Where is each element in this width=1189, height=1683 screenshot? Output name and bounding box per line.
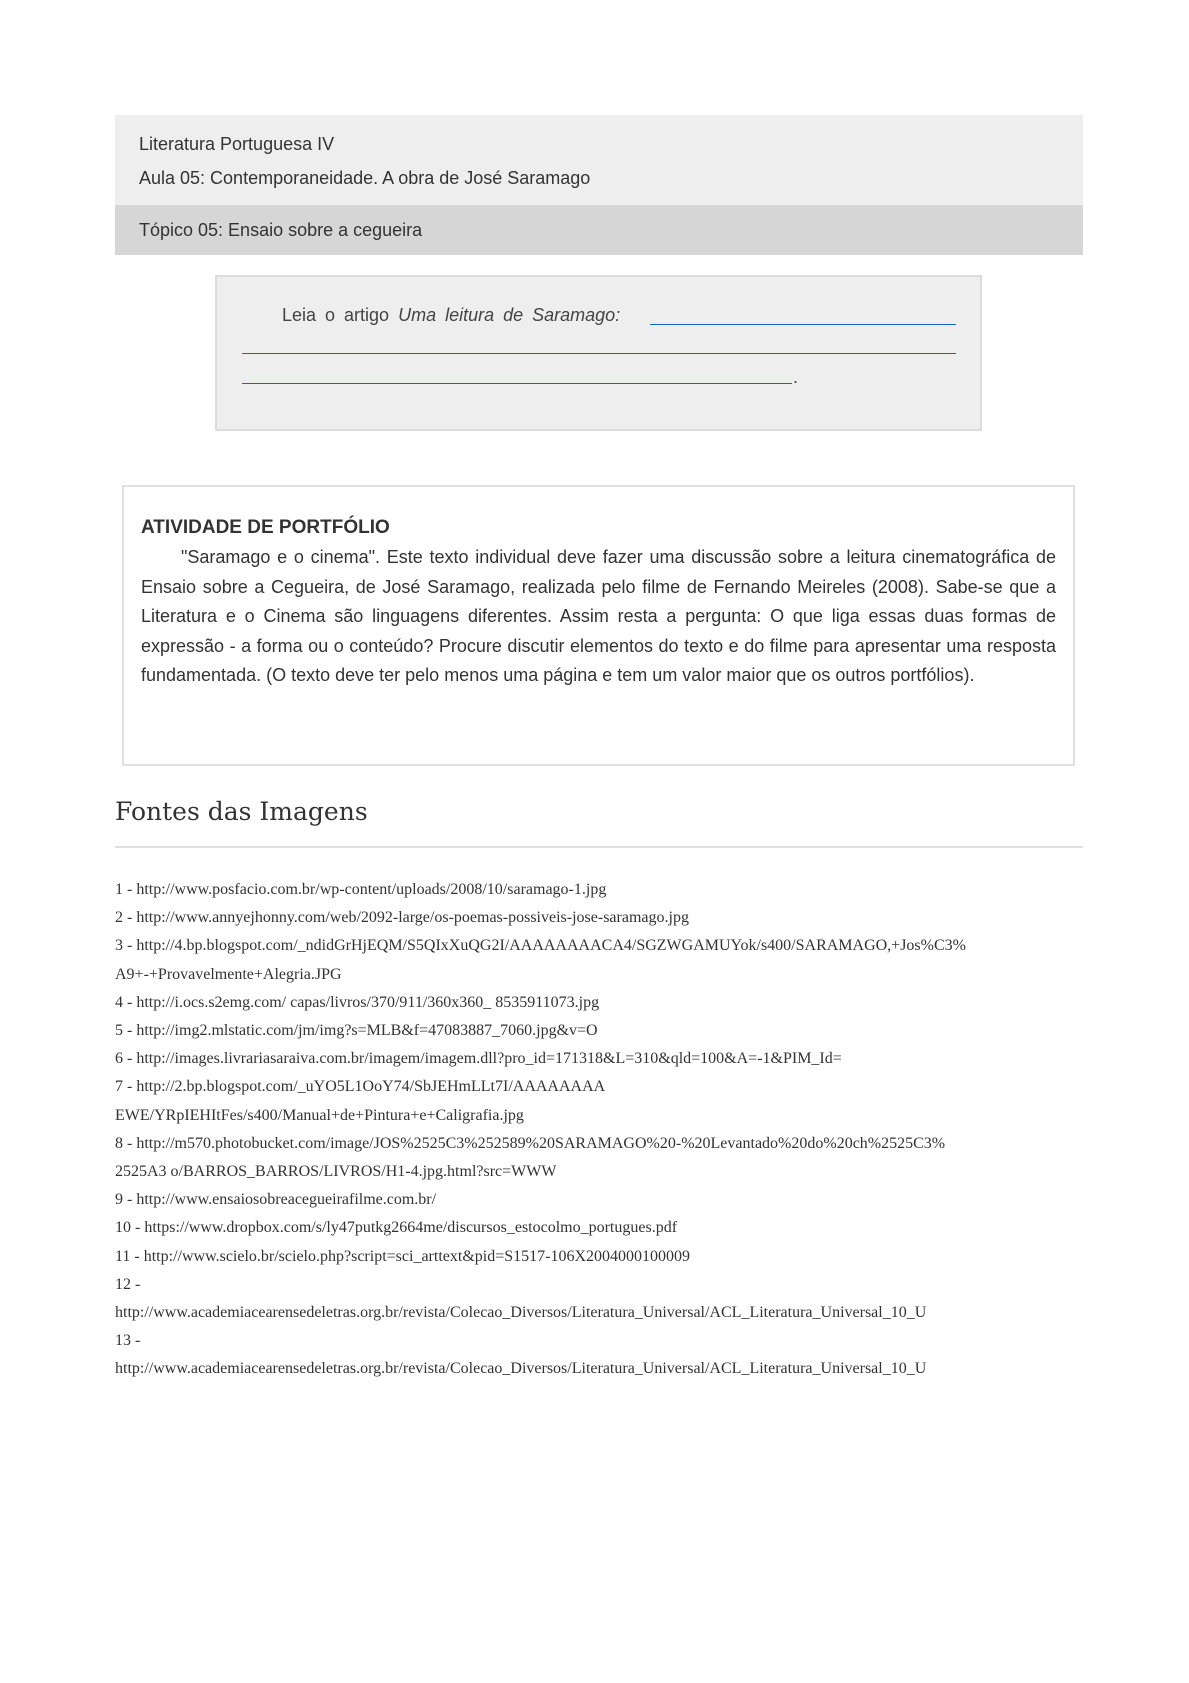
source-line: http://www.academiacearensedeletras.org.br/revista/Colecao_Diversos/Literatura_Universal/ACL_Literatura_Universal_10_U — [115, 1304, 927, 1322]
source-line: 7 - http://2.bp.blogspot.com/_uYO5L1OoY74/SbJEHmLLt7I/AAAAAAAA — [115, 1078, 606, 1096]
period: . — [793, 367, 799, 387]
source-line: A9+-+Provavelmente+Alegria.JPG — [115, 965, 342, 983]
source-line: 5 - http://img2.mlstatic.com/jm/img?s=MLB&f=47083887_7060.jpg&v=O — [115, 1022, 598, 1040]
source-line: 6 - http://images.livrariasaraiva.com.br/imagem/imagem.dll?pro_id=171318&L=310&qld=100&A=-1&PIM_Id= — [115, 1050, 842, 1068]
source-line: 12 - — [115, 1275, 141, 1293]
source-line: 11 - http://www.scielo.br/scielo.php?script=sci_arttext&pid=S1517-106X2004000100009 — [115, 1247, 691, 1265]
link-underline[interactable] — [650, 324, 956, 325]
source-line: 1 - http://www.posfacio.com.br/wp-content/uploads/2008/10/saramago-1.jpg — [115, 881, 607, 898]
course-title: Literatura Portuguesa IV — [139, 134, 335, 154]
article-title: Uma leitura de Saramago: — [398, 305, 621, 325]
portfolio-activity-box — [122, 485, 1075, 766]
lesson-title: Aula 05: Contemporaneidade. A obra de José Saramago — [139, 168, 591, 188]
sources-list — [115, 876, 1083, 1384]
sources-heading: Fontes das Imagens — [115, 797, 368, 826]
reading-box — [215, 275, 982, 431]
portfolio-body: "Saramago e o cinema". Este texto individual deve fazer uma discussão sobre a leitura cinematográfica de Ensaio sobre a Cegueira, de José Saramago, realizada pelo filme de Fernando Meireles (2008). Sabe-se que a Literatura e o Cinema são linguagens diferentes. Assim resta a pergunta: O que liga essas duas formas de expressão - a forma ou o conteúdo? Procure discutir elementos do texto e do filme para apresentar uma resposta fundamentada. (O texto deve ter pelo menos uma página e tem um valor maior que os outros portfólios). — [141, 547, 1056, 685]
source-line: 4 - http://i.ocs.s2emg.com/ capas/livros/370/911/360x360_ 8535911073.jpg — [115, 993, 600, 1011]
lesson-header — [115, 115, 1083, 255]
source-line: 10 - https://www.dropbox.com/s/ly47putkg2664me/discursos_estocolmo_portugues.pdf — [115, 1219, 678, 1237]
source-line: 2525A3 o/BARROS_BARROS/LIVROS/H1-4.jpg.html?src=WWW — [115, 1163, 557, 1181]
portfolio-title: ATIVIDADE DE PORTFÓLIO — [141, 517, 390, 538]
source-line: EWE/YRpIEHItFes/s400/Manual+de+Pintura+e+Caligrafia.jpg — [115, 1106, 524, 1124]
source-line: http://www.academiacearensedeletras.org.br/revista/Colecao_Diversos/Literatura_Universal/ACL_Literatura_Universal_10_U — [115, 1360, 927, 1378]
reading-prefix: Leia o artigo — [282, 305, 390, 325]
source-line: 13 - — [115, 1332, 141, 1350]
divider — [115, 846, 1083, 848]
source-line: 3 - http://4.bp.blogspot.com/_ndidGrHjEQM/S5QIxXuQG2I/AAAAAAAACA4/SGZWGAMUYok/s400/SARAMAGO,+Jos%C3% — [115, 937, 966, 955]
link-underline[interactable] — [242, 383, 792, 384]
topic-title: Tópico 05: Ensaio sobre a cegueira — [115, 205, 1083, 255]
source-line: 2 - http://www.annyejhonny.com/web/2092-large/os-poemas-possiveis-jose-saramago.jpg — [115, 909, 689, 927]
source-line: 9 - http://www.ensaiosobreacegueirafilme.com.br/ — [115, 1191, 437, 1209]
link-underline[interactable] — [242, 353, 956, 354]
source-line: 8 - http://m570.photobucket.com/image/JOS%2525C3%252589%20SARAMAGO%20-%20Levantado%20do%20ch%2525C3% — [115, 1134, 946, 1152]
